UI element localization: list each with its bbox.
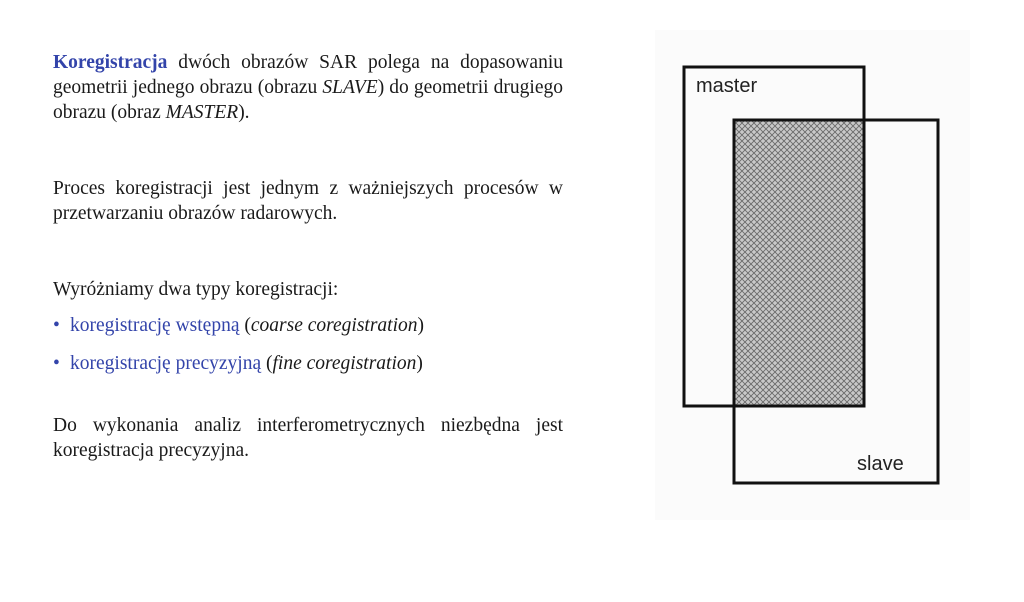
paren-close: ) bbox=[416, 353, 423, 374]
intro-paragraph bbox=[53, 50, 563, 125]
slave-label: slave bbox=[857, 453, 904, 475]
paren-open: ( bbox=[239, 315, 251, 336]
paren-open: ( bbox=[261, 353, 273, 374]
intro-text-2: ) do geometrii drugiego obrazu (obraz bbox=[53, 77, 563, 123]
fine-english: fine coregistration bbox=[272, 353, 417, 374]
bullet-icon: • bbox=[53, 315, 60, 336]
coarse-english: coarse coregistration bbox=[250, 315, 418, 336]
types-list bbox=[53, 313, 563, 376]
conclusion-paragraph: Do wykonania analiz interferometrycznych niezbędna jest koregistracja precyzyjna. bbox=[53, 415, 563, 461]
coregistration-diagram bbox=[655, 30, 970, 520]
fine-label: koregistrację precyzyjną bbox=[70, 353, 262, 374]
process-paragraph: Proces koregistracji jest jednym z ważniejszych procesów w przetwarzaniu obrazów radarowych. bbox=[53, 178, 563, 224]
diagram-svg bbox=[655, 30, 970, 520]
master-term: MASTER bbox=[165, 102, 239, 123]
types-heading: Wyróżniamy dwa typy koregistracji: bbox=[53, 279, 339, 300]
paren-close: ) bbox=[417, 315, 424, 336]
intro-text-1: dwóch obrazów SAR polega na dopasowaniu geometrii jednego obrazu (obrazu bbox=[53, 52, 563, 98]
coarse-label: koregistrację wstępną bbox=[70, 315, 240, 336]
slave-term: SLAVE bbox=[322, 77, 378, 98]
list-item-fine bbox=[53, 351, 563, 376]
master-label: master bbox=[696, 75, 758, 97]
document-text bbox=[53, 50, 563, 463]
list-item-coarse bbox=[53, 313, 563, 338]
bullet-icon: • bbox=[53, 353, 60, 374]
overlap-area bbox=[734, 120, 864, 406]
term-koregistracja: Koregistracja bbox=[53, 52, 168, 73]
intro-text-3: ). bbox=[238, 102, 250, 123]
